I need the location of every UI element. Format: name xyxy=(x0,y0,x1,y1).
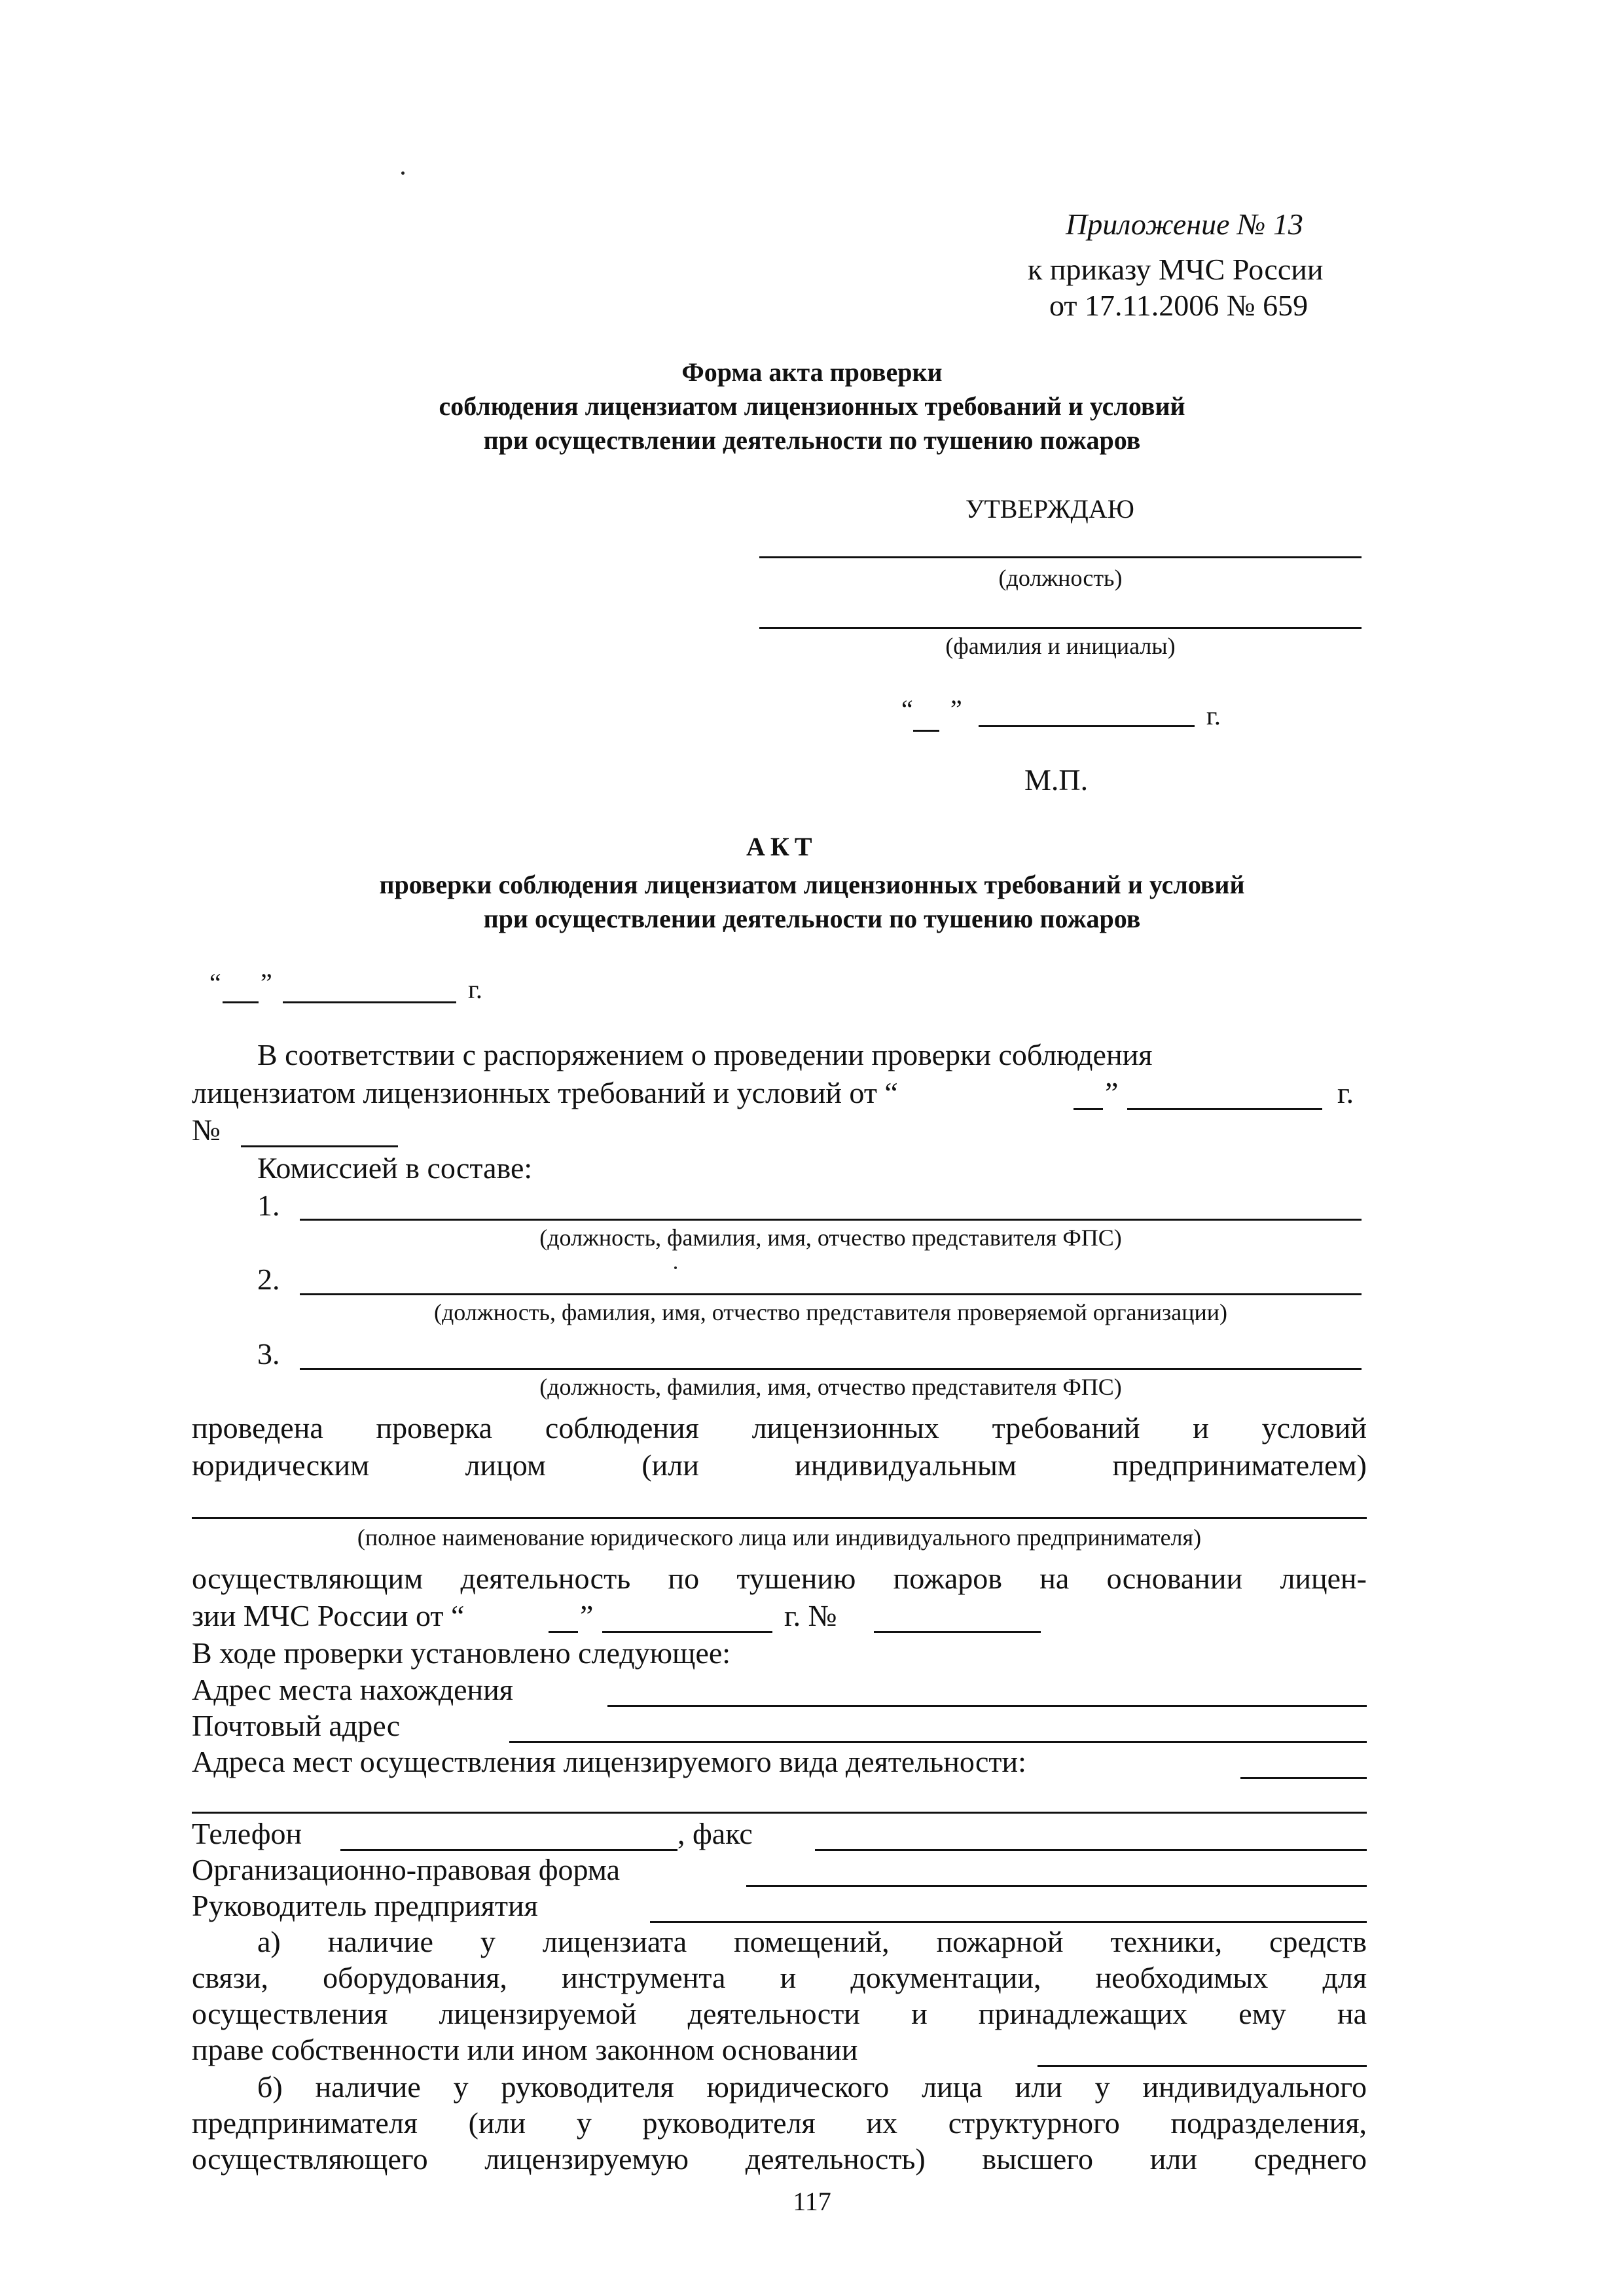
item-a-line1: а) наличие у лицензиата помещений, пожарной техники, средств xyxy=(257,1925,1367,1958)
phone-line xyxy=(340,1849,677,1851)
stamp-label: М.П. xyxy=(1024,763,1089,797)
member-3-line xyxy=(300,1368,1362,1370)
p3-line2c: г. № xyxy=(784,1599,837,1632)
act-day-line xyxy=(223,1001,259,1003)
member-3-num: 3. xyxy=(257,1337,280,1371)
p3-line1: осуществляющим деятельность по тушению пожаров на основании лицен- xyxy=(192,1562,1367,1595)
phone-label: Телефон xyxy=(192,1817,302,1850)
act-date-year: г. xyxy=(468,975,482,1004)
intro-line2a: лицензиатом лицензионных требований и условий от “ xyxy=(192,1076,898,1109)
entity-caption: (полное наименование юридического лица или индивидуального предпринимателя) xyxy=(357,1524,1202,1551)
act-subtitle-line1: проверки соблюдения лицензиатом лицензионных требований и условий xyxy=(379,870,1245,899)
p2-line2: юридическим лицом (или индивидуальным предпринимателем) xyxy=(192,1448,1367,1482)
commission-label: Комиссией в составе: xyxy=(257,1151,533,1185)
form-title-line1: Форма акта проверки xyxy=(681,357,943,387)
legal-form-label: Организационно-правовая форма xyxy=(192,1853,621,1886)
p2-line1: проведена проверка соблюдения лицензионных требований и условий xyxy=(192,1411,1367,1444)
order-number-line xyxy=(241,1145,398,1147)
position-caption: (должность) xyxy=(998,565,1123,591)
address-label: Адрес места нахождения xyxy=(192,1673,513,1706)
item-b-line1: б) наличие у руководителя юридического лица или у индивидуального xyxy=(257,2070,1367,2104)
director-line xyxy=(650,1921,1367,1923)
member-1-caption: (должность, фамилия, имя, отчество представителя ФПС) xyxy=(539,1225,1122,1251)
intro-line2b: ” xyxy=(1105,1076,1119,1109)
license-month-line xyxy=(602,1631,772,1633)
approval-quote-close: ” xyxy=(950,694,962,724)
act-date-quote-open: “ xyxy=(209,968,221,997)
p3-line2a: зии МЧС России от “ xyxy=(192,1599,465,1632)
item-b-line3: осуществляющего лицензируемую деятельность) высшего или среднего xyxy=(192,2142,1367,2176)
order-number-sign: № xyxy=(192,1113,221,1147)
member-2-num: 2. xyxy=(257,1263,280,1296)
member-1-num: 1. xyxy=(257,1189,280,1222)
member-2-caption: (должность, фамилия, имя, отчество представителя проверяемой организации) xyxy=(434,1299,1227,1325)
page-number: 117 xyxy=(793,2187,831,2216)
legal-form-line xyxy=(746,1885,1367,1887)
item-a-line xyxy=(1038,2065,1367,2067)
order-ref-line2: от 17.11.2006 № 659 xyxy=(1049,289,1308,322)
approve-label: УТВЕРЖДАЮ xyxy=(965,494,1134,524)
member-1-line xyxy=(300,1219,1362,1221)
stray-mark xyxy=(674,1266,677,1269)
fax-line xyxy=(815,1849,1367,1851)
position-line xyxy=(759,556,1362,558)
fax-label: , факс xyxy=(677,1817,753,1850)
member-3-caption: (должность, фамилия, имя, отчество представителя ФПС) xyxy=(539,1374,1122,1400)
order-day-line xyxy=(1074,1108,1103,1110)
postal-label: Почтовый адрес xyxy=(192,1709,401,1742)
stray-mark xyxy=(401,171,405,175)
order-month-line xyxy=(1127,1108,1322,1110)
act-subtitle-line2: при осуществлении деятельности по тушению пожаров xyxy=(483,904,1141,933)
form-title-line3: при осуществлении деятельности по тушению пожаров xyxy=(483,425,1141,455)
license-number-line xyxy=(874,1631,1041,1633)
approval-month-line xyxy=(979,725,1195,727)
intro-line2c: г. xyxy=(1337,1076,1354,1109)
act-date-quote-close: ” xyxy=(261,968,272,997)
activity-addresses-line-2 xyxy=(192,1812,1367,1814)
item-a-line4: праве собственности или ином законном основании xyxy=(192,2033,858,2066)
order-ref-line1: к приказу МЧС России xyxy=(1028,253,1324,286)
approval-day-line xyxy=(913,730,939,732)
member-2-line xyxy=(300,1293,1362,1295)
item-b-line2: предпринимателя (или у руководителя их структурного подразделения, xyxy=(192,2106,1367,2140)
act-title: АКТ xyxy=(746,832,818,861)
approval-year: г. xyxy=(1206,701,1221,730)
name-line xyxy=(759,627,1362,629)
findings-label: В ходе проверки установлено следующее: xyxy=(192,1636,731,1670)
act-month-line xyxy=(283,1001,456,1003)
name-caption: (фамилия и инициалы) xyxy=(945,633,1176,659)
activity-addresses-line-1 xyxy=(1240,1777,1367,1779)
address-line xyxy=(607,1705,1367,1707)
approval-quote-open: “ xyxy=(901,694,913,724)
entity-line xyxy=(192,1517,1367,1519)
postal-line xyxy=(509,1741,1367,1743)
form-title-line2: соблюдения лицензиатом лицензионных требований и условий xyxy=(439,391,1185,421)
license-day-line xyxy=(549,1631,578,1633)
item-a-line2: связи, оборудования, инструмента и документации, необходимых для xyxy=(192,1961,1367,1994)
p3-line2b: ” xyxy=(580,1599,594,1632)
activity-addresses-label: Адреса мест осуществления лицензируемого вида деятельности: xyxy=(192,1745,1026,1778)
intro-line1: В соответствии с распоряжением о проведении проверки соблюдения xyxy=(257,1038,1153,1071)
appendix-label: Приложение № 13 xyxy=(1066,207,1303,241)
director-label: Руководитель предприятия xyxy=(192,1889,538,1922)
item-a-line3: осуществления лицензируемой деятельности и принадлежащих ему на xyxy=(192,1997,1367,2030)
